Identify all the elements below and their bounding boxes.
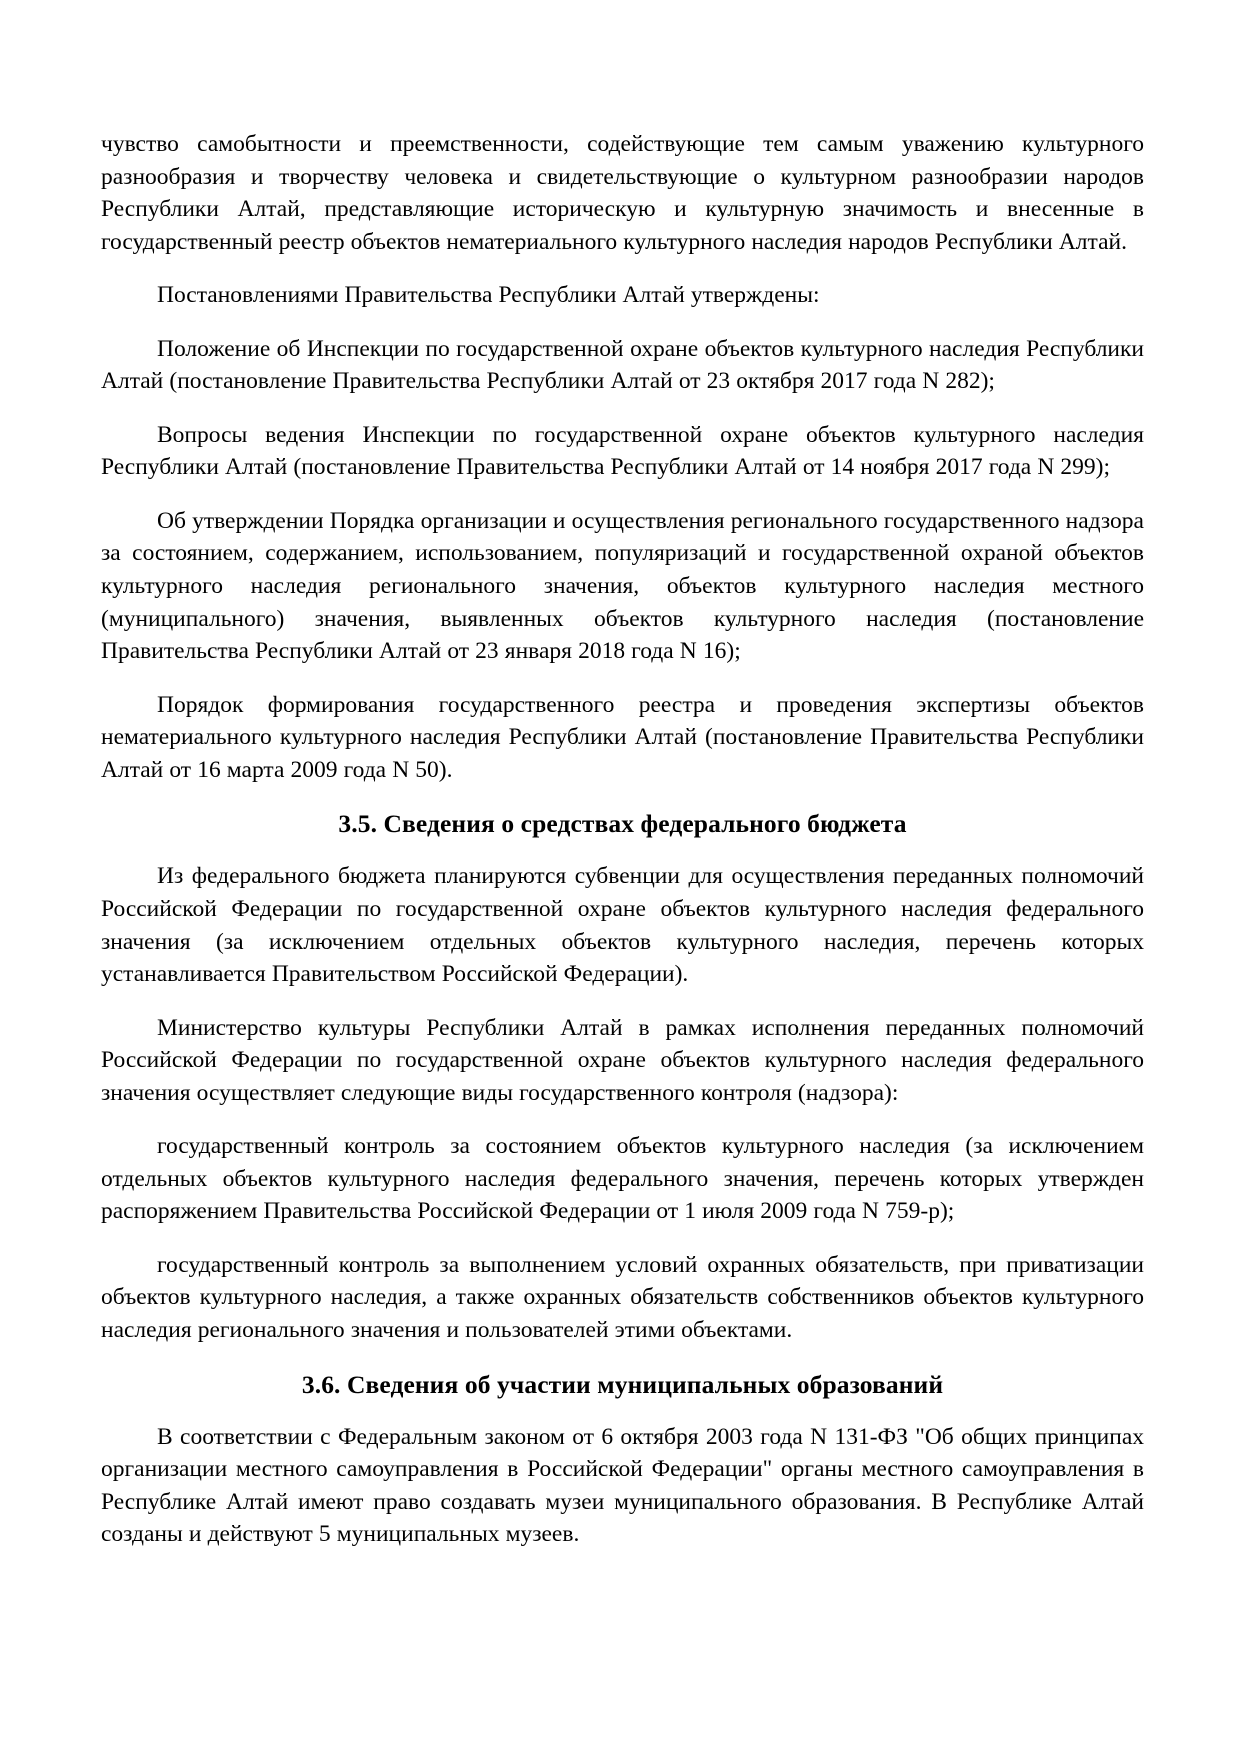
paragraph-inspection-regulation-282: Положение об Инспекции по государственной охране объектов культурного наследия Республики Алтай (постановление Правительства Республики Алтай от 23 октября 2017 года N 282); xyxy=(101,335,1144,395)
section-heading-3-5: 3.5. Сведения о средствах федерального бюджета xyxy=(338,809,907,839)
document-body xyxy=(101,128,1144,1551)
paragraph-municipal-museums: В соответствии с Федеральным законом от 6 октября 2003 года N 131-ФЗ "Об общих принципах организации местного самоуправления в Российской Федерации" органы местного самоуправления в Республике Алтай имеют право создавать музеи муниципального образования. В Республике Алтай созданы и действуют 5 муниципальных музеев. xyxy=(101,1423,1144,1548)
section-heading-3-6: 3.6. Сведения об участии муниципальных образований xyxy=(301,1369,944,1399)
paragraph-inspection-matters-299: Вопросы ведения Инспекции по государственной охране объектов культурного наследия Республики Алтай (постановление Правительства Республики Алтай от 14 ноября 2017 года N 299); xyxy=(101,421,1144,481)
paragraph-registry-formation-order-50: Порядок формирования государственного реестра и проведения экспертизы объектов нематериального культурного наследия Республики Алтай (постановление Правительства Республики Алтай от 16 марта 2009 года N 50). xyxy=(101,691,1144,783)
paragraph-continuation-culture-diversity: чувство самобытности и преемственности, содействующие тем самым уважению культурного разнообразия и творчеству человека и свидетельствующие о культурном разнообразии народов Республики Алтай, представляющие историческую и культурную значимость и внесенные в государственный реестр объектов нематериального культурного наследия народов Республики Алтай. xyxy=(101,131,1144,255)
paragraph-state-control-obligations: государственный контроль за выполнением условий охранных обязательств, при приватизации объектов культурного наследия, а также охранных обязательств собственников объектов культурного наследия регионального значения и пользователей этими объектами. xyxy=(101,1251,1144,1343)
paragraph-federal-budget-subventions: Из федерального бюджета планируются субвенции для осуществления переданных полномочий Российской Федерации по государственной охране объектов культурного наследия федерального значения (за исключением отдельных объектов культурного наследия, перечень которых устанавливается Правительством Российской Федерации). xyxy=(101,863,1144,988)
paragraph-ministry-of-culture-powers: Министерство культуры Республики Алтай в рамках исполнения переданных полномочий Российской Федерации по государственной охране объектов культурного наследия федерального значения осуществляет следующие виды государственного контроля (надзора): xyxy=(101,1014,1144,1106)
paragraph-regional-supervision-order-16: Об утверждении Порядка организации и осуществления регионального государственного надзора за состоянием, содержанием, использованием, популяризаций и государственной охраной объектов культурного наследия регионального значения, объектов культурного наследия местного (муниципального) значения, выявленных объектов культурного наследия (постановление Правительства Республики Алтай от 23 января 2018 года N 16); xyxy=(101,507,1144,665)
paragraph-state-control-condition: государственный контроль за состоянием объектов культурного наследия (за исключением отдельных объектов культурного наследия федерального значения, перечень которых утвержден распоряжением Правительства Российской Федерации от 1 июля 2009 года N 759-р); xyxy=(101,1133,1144,1225)
paragraph-government-decrees-intro: Постановлениями Правительства Республики Алтай утверждены: xyxy=(157,282,820,309)
